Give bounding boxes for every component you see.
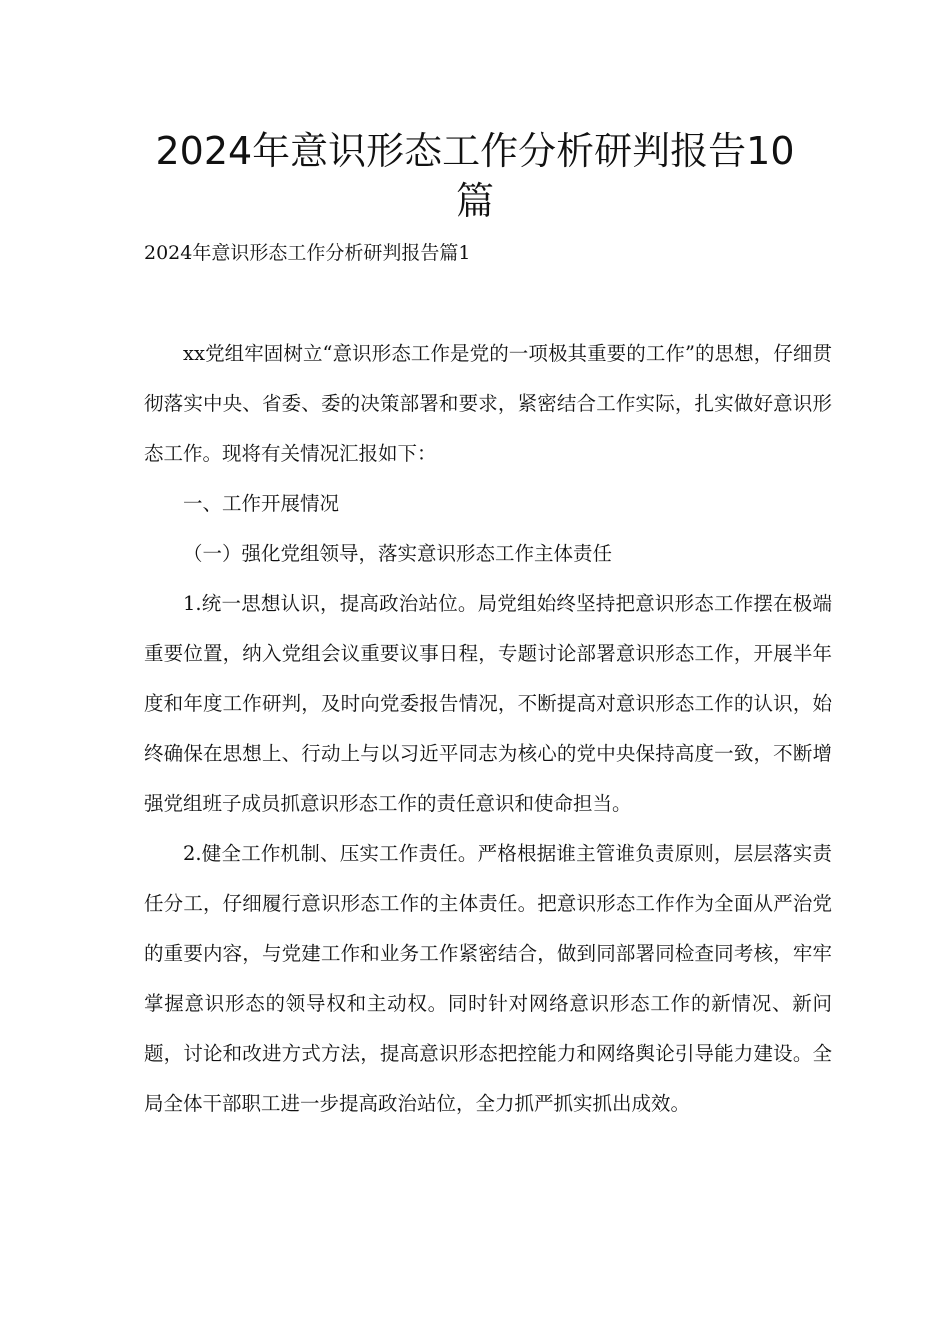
item-paragraph-2: 2.健全工作机制、压实工作责任。严格根据谁主管谁负责原则，层层落实责任分工，仔细履行意识形态工作的主体责任。把意识形态工作作为全面从严治党的重要内容，与党建工作和业务工作紧密结合，做到同部署同检查同考核，牢牢掌握意识形态的领导权和主动权。同时针对网络意识形态工作的新情况、新问题，讨论和改进方式方法，提高意识形态把控能力和网络舆论引导能力建设。全局全体干部职工进一步提高政治站位，全力抓严抓实抓出成效。 [144, 842, 832, 1115]
intro-paragraph: xx党组牢固树立“意识形态工作是党的一项极其重要的工作”的思想，仔细贯彻落实中央、省委、委的决策部署和要求，紧密结合工作实际，扎实做好意识形态工作。现将有关情况汇报如下： [144, 342, 832, 465]
subsection-heading: （一）强化党组领导，落实意识形态工作主体责任 [183, 542, 613, 565]
document-title: 2024年意识形态工作分析研判报告10篇 [155, 129, 795, 223]
section-heading: 一、工作开展情况 [183, 492, 340, 515]
document-subtitle: 2024年意识形态工作分析研判报告篇1 [144, 242, 471, 264]
document-body [144, 329, 832, 1129]
item-paragraph-1: 1.统一思想认识，提高政治站位。局党组始终坚持把意识形态工作摆在极端重要位置，纳入党组会议重要议事日程，专题讨论部署意识形态工作，开展半年度和年度工作研判，及时向党委报告情况，不断提高对意识形态工作的认识，始终确保在思想上、行动上与以习近平同志为核心的党中央保持高度一致，不断增强党组班子成员抓意识形态工作的责任意识和使命担当。 [144, 592, 832, 815]
